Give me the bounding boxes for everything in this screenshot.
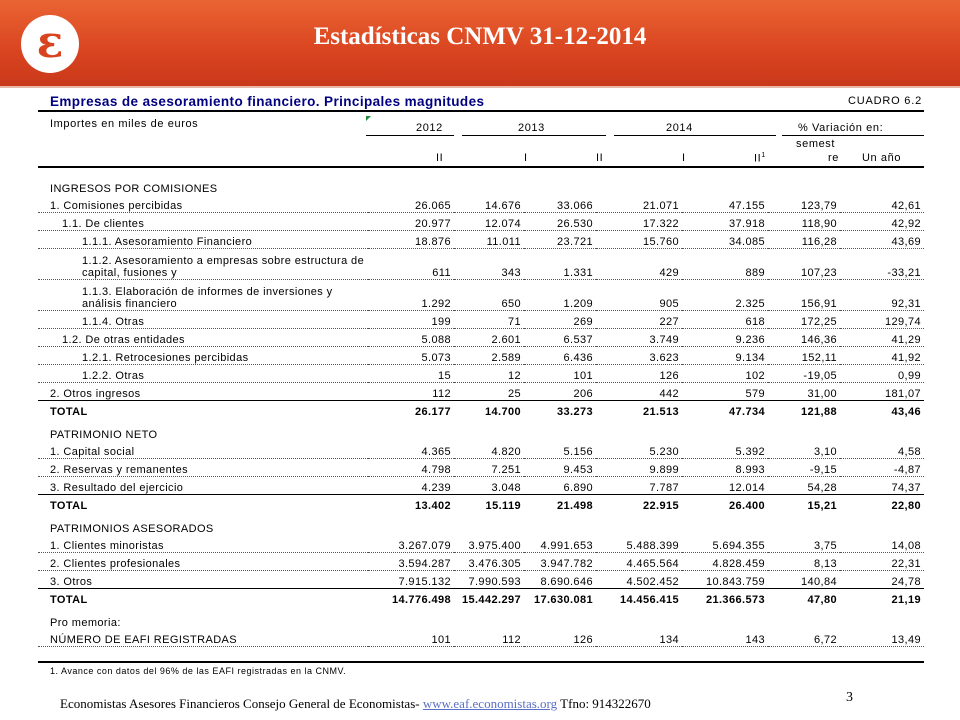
row-value [840, 606, 924, 629]
row-value: 7.251 [454, 459, 524, 477]
row-value: 4.465.564 [596, 553, 682, 571]
row-value: 14,08 [840, 535, 924, 553]
table-body [38, 172, 924, 647]
row-value: 1.331 [524, 249, 596, 280]
title-rule [38, 110, 924, 112]
row-label: 1.1.4. Otras [38, 311, 368, 329]
row-value: 101 [524, 365, 596, 383]
total-row [38, 589, 924, 607]
table-row [38, 213, 924, 231]
economistas-logo [21, 15, 79, 73]
row-label: NÚMERO DE EAFI REGISTRADAS [38, 629, 368, 647]
row-value: 26.530 [524, 213, 596, 231]
row-value: 5.488.399 [596, 535, 682, 553]
row-value: 3.048 [454, 477, 524, 495]
table-row [38, 383, 924, 401]
row-value [596, 606, 682, 629]
row-value [596, 172, 682, 195]
row-value: -9,15 [768, 459, 840, 477]
row-label: INGRESOS POR COMISIONES [50, 183, 218, 195]
row-value: 3.476.305 [454, 553, 524, 571]
row-value: 143 [682, 629, 768, 647]
row-value: 21.513 [596, 401, 682, 419]
row-value: 37.918 [682, 213, 768, 231]
row-value: 1.209 [524, 280, 596, 311]
footer-link[interactable]: www.eaf.economistas.org [422, 696, 558, 711]
row-value: 9.453 [524, 459, 596, 477]
row-label: 1.1.3. Elaboración de informes de inversiones y análisis financiero [38, 280, 368, 311]
row-value [454, 172, 524, 195]
row-value [768, 172, 840, 195]
row-value: 10.843.759 [682, 571, 768, 589]
row-value: 3.623 [596, 347, 682, 365]
row-value: 21.498 [524, 495, 596, 513]
row-value: 121,88 [768, 401, 840, 419]
row-value: 889 [682, 249, 768, 280]
row-value: 269 [524, 311, 596, 329]
footer [60, 696, 651, 712]
row-label: 2. Clientes profesionales [38, 553, 368, 571]
header-period-5 [754, 152, 766, 165]
row-value: 92,31 [840, 280, 924, 311]
row-label: 1. Clientes minoristas [38, 535, 368, 553]
row-label: 3. Resultado del ejercicio [38, 477, 368, 495]
table-row [38, 553, 924, 571]
row-value: 7.787 [596, 477, 682, 495]
row-value: 152,11 [768, 347, 840, 365]
row-value: 43,69 [840, 231, 924, 249]
rule-variation [782, 135, 924, 136]
row-value: 3.267.079 [368, 535, 454, 553]
row-value: 181,07 [840, 383, 924, 401]
row-value: 20.977 [368, 213, 454, 231]
row-value: 4.828.459 [682, 553, 768, 571]
row-value: 1.292 [368, 280, 454, 311]
table-row [38, 249, 924, 280]
row-value: 15.760 [596, 231, 682, 249]
total-row [38, 401, 924, 419]
row-value: 22,31 [840, 553, 924, 571]
row-value: 74,37 [840, 477, 924, 495]
row-value: 26.065 [368, 195, 454, 213]
table-row [38, 459, 924, 477]
row-value: 33.066 [524, 195, 596, 213]
row-value [840, 172, 924, 195]
row-value: 47,80 [768, 589, 840, 607]
sheet-title: Empresas de asesoramiento financiero. Principales magnitudes [50, 94, 485, 109]
table-row [38, 347, 924, 365]
row-value: 134 [596, 629, 682, 647]
row-value [524, 172, 596, 195]
row-value: 24,78 [840, 571, 924, 589]
row-value: 126 [596, 365, 682, 383]
row-value: 18.876 [368, 231, 454, 249]
row-value: 12 [454, 365, 524, 383]
rule-2012 [366, 135, 454, 136]
row-value [368, 512, 454, 535]
row-value: 26.177 [368, 401, 454, 419]
row-label: 1.1. De clientes [38, 213, 368, 231]
row-value: 0,99 [840, 365, 924, 383]
row-value: 5.073 [368, 347, 454, 365]
row-value: 26.400 [682, 495, 768, 513]
row-value: 15 [368, 365, 454, 383]
row-value: 4.991.653 [524, 535, 596, 553]
header-semestre-top: semest [796, 138, 836, 150]
row-value: 650 [454, 280, 524, 311]
row-value: 2.589 [454, 347, 524, 365]
row-value: 41,29 [840, 329, 924, 347]
section-row [38, 512, 924, 535]
row-value [524, 418, 596, 441]
row-value: 22,80 [840, 495, 924, 513]
row-value [368, 606, 454, 629]
row-value: 442 [596, 383, 682, 401]
row-label: TOTAL [38, 495, 368, 513]
row-value: 6.436 [524, 347, 596, 365]
row-value [682, 172, 768, 195]
table-row [38, 571, 924, 589]
header-year-2014: 2014 [666, 122, 693, 134]
logo-glyph: ε [36, 17, 64, 68]
row-value: 156,91 [768, 280, 840, 311]
row-value: 8.993 [682, 459, 768, 477]
row-value: 101 [368, 629, 454, 647]
row-value: 123,79 [768, 195, 840, 213]
sheet-code: CUADRO 6.2 [847, 95, 922, 107]
row-value: 5.088 [368, 329, 454, 347]
row-label: TOTAL [38, 401, 368, 419]
row-value [454, 606, 524, 629]
row-value: 5.156 [524, 441, 596, 459]
row-value: 23.721 [524, 231, 596, 249]
row-value: 71 [454, 311, 524, 329]
table-row [38, 477, 924, 495]
row-label: 1. Capital social [38, 441, 368, 459]
row-value: 3,75 [768, 535, 840, 553]
row-value: 129,74 [840, 311, 924, 329]
row-label: PATRIMONIO NETO [50, 429, 158, 441]
row-label: 2. Otros ingresos [38, 383, 368, 401]
row-label: 1.1.1. Asesoramiento Financiero [38, 231, 368, 249]
table-row [38, 441, 924, 459]
row-value [524, 606, 596, 629]
row-value: 4.798 [368, 459, 454, 477]
header-divider [0, 86, 960, 88]
row-value: 9.236 [682, 329, 768, 347]
row-value: 618 [682, 311, 768, 329]
row-label: 1.1.2. Asesoramiento a empresas sobre estructura de capital, fusiones y [38, 249, 368, 280]
row-value: 34.085 [682, 231, 768, 249]
row-value [368, 418, 454, 441]
row-label: TOTAL [38, 589, 368, 607]
row-value [768, 512, 840, 535]
row-value: 5.392 [682, 441, 768, 459]
row-value: 3.594.287 [368, 553, 454, 571]
section-row [38, 172, 924, 195]
row-value: 15.119 [454, 495, 524, 513]
row-value: 22.915 [596, 495, 682, 513]
row-value: -4,87 [840, 459, 924, 477]
row-value: 102 [682, 365, 768, 383]
row-value: 13.402 [368, 495, 454, 513]
row-value: 6,72 [768, 629, 840, 647]
row-value: 3.749 [596, 329, 682, 347]
row-value: 41,92 [840, 347, 924, 365]
header-period-5-label: II [754, 152, 762, 165]
row-value: 12.074 [454, 213, 524, 231]
row-value: 4.239 [368, 477, 454, 495]
row-value: 905 [596, 280, 682, 311]
row-value: 146,36 [768, 329, 840, 347]
units-note: Importes en miles de euros [50, 118, 199, 130]
row-value: 33.273 [524, 401, 596, 419]
row-label: 1.2.1. Retrocesiones percibidas [38, 347, 368, 365]
row-value: 206 [524, 383, 596, 401]
row-value [768, 418, 840, 441]
row-value: 42,92 [840, 213, 924, 231]
header-period-3: II [596, 152, 604, 164]
row-value: 21.366.573 [682, 589, 768, 607]
row-value: 17.322 [596, 213, 682, 231]
row-value: 9.134 [682, 347, 768, 365]
footer-text: Economistas Asesores Financieros Consejo General de Economistas- [60, 696, 423, 711]
row-value: 4.820 [454, 441, 524, 459]
row-value: 7.915.132 [368, 571, 454, 589]
row-value: 14.700 [454, 401, 524, 419]
row-value: 12.014 [682, 477, 768, 495]
row-value: 21.071 [596, 195, 682, 213]
row-value [682, 606, 768, 629]
row-value: 2.325 [682, 280, 768, 311]
row-value: 429 [596, 249, 682, 280]
row-value: 17.630.081 [524, 589, 596, 607]
row-value: 9.899 [596, 459, 682, 477]
row-value: 8.690.646 [524, 571, 596, 589]
footer-phone: Tfno: 914322670 [557, 696, 651, 711]
row-value: 112 [368, 383, 454, 401]
row-value: 6.890 [524, 477, 596, 495]
row-value: 227 [596, 311, 682, 329]
row-value: 43,46 [840, 401, 924, 419]
row-value: 611 [368, 249, 454, 280]
row-value: -19,05 [768, 365, 840, 383]
row-value [682, 418, 768, 441]
row-label: Pro memoria: [50, 617, 121, 629]
row-label: 3. Otros [38, 571, 368, 589]
row-value: 11.011 [454, 231, 524, 249]
section-row [38, 418, 924, 441]
row-value: 8,13 [768, 553, 840, 571]
header-period-2: I [524, 152, 528, 164]
row-value: 107,23 [768, 249, 840, 280]
rule-2013 [462, 135, 606, 136]
magnitudes-table [38, 172, 924, 647]
row-value: 5.694.355 [682, 535, 768, 553]
page-title: Estadísticas CNMV 31-12-2014 [313, 23, 647, 50]
section-row [38, 606, 924, 629]
row-value: 31,00 [768, 383, 840, 401]
row-value: 42,61 [840, 195, 924, 213]
table-row [38, 535, 924, 553]
row-value: 3,10 [768, 441, 840, 459]
row-value: -33,21 [840, 249, 924, 280]
row-value [524, 512, 596, 535]
row-value [768, 606, 840, 629]
header-year-2013: 2013 [518, 122, 545, 134]
total-row [38, 495, 924, 513]
table-row [38, 195, 924, 213]
row-value: 15,21 [768, 495, 840, 513]
table-row [38, 629, 924, 647]
row-label: 1. Comisiones percibidas [38, 195, 368, 213]
table-row [38, 231, 924, 249]
footnote: 1. Avance con datos del 96% de las EAFI registradas en la CNMV. [50, 666, 347, 676]
row-value: 25 [454, 383, 524, 401]
row-value: 47.734 [682, 401, 768, 419]
row-value: 4.365 [368, 441, 454, 459]
row-value: 14.456.415 [596, 589, 682, 607]
table-row [38, 280, 924, 311]
table-row [38, 311, 924, 329]
page-number: 3 [846, 690, 853, 705]
header-period-1: II [436, 152, 444, 164]
row-value: 2.601 [454, 329, 524, 347]
row-label: 1.2.2. Otras [38, 365, 368, 383]
header-variation: % Variación en: [798, 122, 884, 134]
row-value: 7.990.593 [454, 571, 524, 589]
row-value: 112 [454, 629, 524, 647]
row-value [454, 418, 524, 441]
row-value [682, 512, 768, 535]
row-value: 3.947.782 [524, 553, 596, 571]
header-semestre-bottom: re [828, 152, 839, 164]
row-value [596, 418, 682, 441]
row-value: 116,28 [768, 231, 840, 249]
header-period-4: I [682, 152, 686, 164]
row-value [454, 512, 524, 535]
header-un-ano: Un año [862, 152, 902, 164]
row-value: 15.442.297 [454, 589, 524, 607]
row-value: 6.537 [524, 329, 596, 347]
row-value [368, 172, 454, 195]
row-value: 140,84 [768, 571, 840, 589]
row-value: 3.975.400 [454, 535, 524, 553]
row-value: 579 [682, 383, 768, 401]
row-value: 5.230 [596, 441, 682, 459]
row-value: 118,90 [768, 213, 840, 231]
row-value: 54,28 [768, 477, 840, 495]
cell-comment-marker-icon [366, 116, 371, 121]
header-year-2012: 2012 [416, 122, 443, 134]
row-value: 172,25 [768, 311, 840, 329]
row-value: 4.502.452 [596, 571, 682, 589]
row-value [840, 512, 924, 535]
row-value: 14.676 [454, 195, 524, 213]
row-value [596, 512, 682, 535]
row-value: 199 [368, 311, 454, 329]
header-rule [38, 166, 924, 168]
table-row [38, 365, 924, 383]
header-bar [0, 0, 960, 86]
row-value: 47.155 [682, 195, 768, 213]
footnote-rule [38, 661, 924, 663]
row-value: 14.776.498 [368, 589, 454, 607]
row-value: 126 [524, 629, 596, 647]
row-value: 343 [454, 249, 524, 280]
row-value [840, 418, 924, 441]
row-label: 1.2. De otras entidades [38, 329, 368, 347]
rule-2014 [614, 135, 776, 136]
row-label: PATRIMONIOS ASESORADOS [50, 523, 214, 535]
table-row [38, 329, 924, 347]
row-value: 21,19 [840, 589, 924, 607]
row-value: 4,58 [840, 441, 924, 459]
header-period-5-note: 1 [761, 152, 766, 159]
row-label: 2. Reservas y remanentes [38, 459, 368, 477]
row-value: 13,49 [840, 629, 924, 647]
